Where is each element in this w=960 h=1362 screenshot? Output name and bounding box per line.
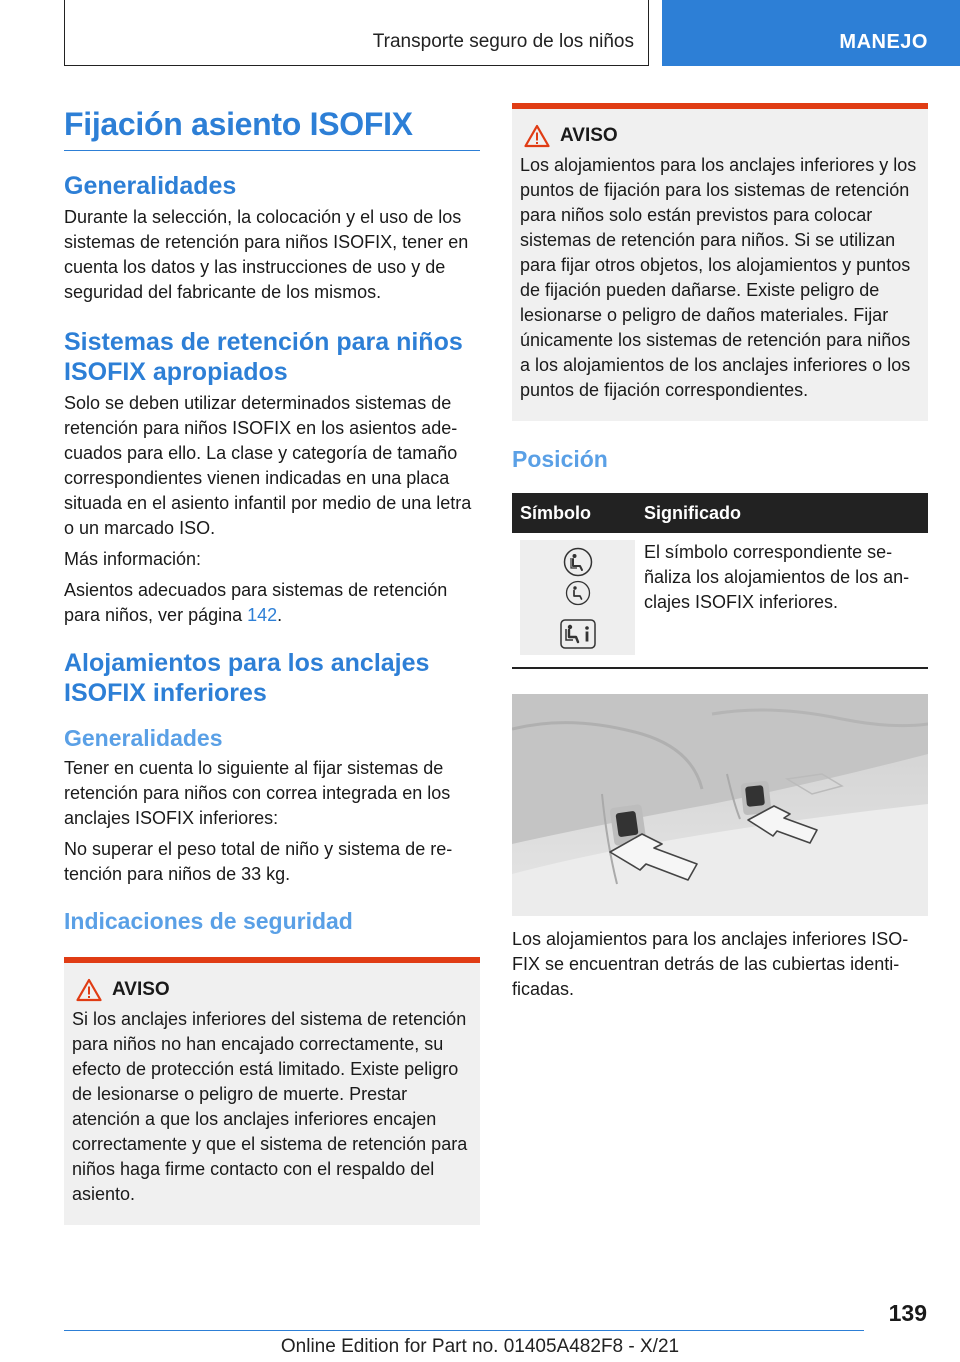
heading-posicion: Posición	[512, 446, 608, 472]
chapter-tab[interactable]	[662, 0, 960, 66]
heading-sistemas-apropiados: Sistemas de retención para niños ISOFIX apropiados	[64, 328, 463, 386]
warning-box-right	[512, 103, 928, 421]
paragraph-reference	[64, 578, 480, 628]
warning-text: Si los anclajes inferiores del sistema de retención para niños no han encajado correctamente, su efecto de protección está limitado. Existe peligro de lesionarse o peligro de muerte. Prestar atención a que los anclajes inferiores encajen correctamente y que el sistema de retención para niños haga firme contacto con el respaldo del asiento.	[72, 1009, 468, 1204]
header-box	[64, 0, 649, 66]
footer-edition: Online Edition for Part no. 01405A482F8 - X/21	[280, 1336, 680, 1357]
warning-header-right	[520, 119, 918, 153]
chapter-tab-label: MANEJO	[839, 31, 928, 53]
heading-generalidades: Generalidades	[64, 172, 237, 200]
heading-seguridad: Indicaciones de seguridad	[64, 908, 353, 934]
left-column	[64, 104, 480, 1225]
paragraph-anclajes: Tener en cuenta lo siguiente al fijar sistemas de retención para niños con correa integrada en los anclajes ISOFIX inferiores:	[64, 758, 451, 828]
heading-alojamientos: Alojamientos para los anclajes ISOFIX inferiores	[64, 649, 430, 707]
reference-end: .	[277, 605, 283, 625]
right-column	[512, 103, 928, 1008]
warning-label: AVISO	[112, 979, 170, 1000]
section-title: Transporte seguro de los niños	[372, 31, 634, 52]
seat-illustration	[512, 694, 928, 916]
paragraph-more-info: Más información:	[64, 549, 202, 569]
isofix-symbols	[520, 540, 635, 655]
symbol-table	[512, 493, 928, 667]
paragraph-generalidades: Durante la selección, la colocación y el uso de los sistemas de retención para niños ISOFIX, tener en cuenta los datos y las instrucciones de uso y de seguridad del fabricante de los mismos.	[64, 207, 469, 302]
table-header-row	[512, 493, 928, 533]
column-header-meaning: Significado	[636, 493, 928, 533]
meaning-cell: El símbolo correspondiente señaliza los alojamientos de los anclajes ISOFIX inferiores.	[644, 542, 910, 612]
page-title: Fijación asiento ISOFIX	[64, 104, 480, 151]
child-seat-icon	[563, 547, 593, 577]
photo-caption: Los alojamientos para los anclajes inferiores ISOFIX se encuentran detrás de las cubiertas identificadas.	[512, 928, 909, 999]
table-bottom-rule	[512, 667, 928, 669]
page-number: 139	[888, 1300, 927, 1326]
paragraph-peso: No superar el peso total de niño y sistema de retención para niños de 33 kg.	[64, 839, 453, 884]
page-link[interactable]: 142	[247, 605, 278, 625]
subheading-generalidades: Generalidades	[64, 725, 223, 751]
warning-box	[64, 957, 480, 1225]
isofix-badge-icon	[563, 580, 593, 616]
warning-triangle-icon	[76, 978, 102, 1002]
table-row	[512, 533, 928, 667]
warning-header	[72, 973, 470, 1007]
reference-text: Asientos adecuados para sistemas de retención para niños, ver página	[64, 580, 448, 625]
column-header-symbol: Símbolo	[512, 493, 636, 533]
warning-triangle-icon	[524, 124, 550, 148]
isofix-anchor-photo	[512, 694, 928, 916]
symbol-cell	[512, 533, 636, 667]
warning-text-right: Los alojamientos para los anclajes inferiores y los puntos de fijación para los sistemas de retención para niños solo están previstos para colocar sistemas de retención para niños. Si se utilizan para fijar otros objetos, los alojamientos y puntos de fijación pueden dañarse. Existe peligro de lesionarse o peligro de daños materiales. Fijar únicamente los sistemas de retención para niños a los alojamientos de los anclajes inferiores o los puntos de fijación correspondientes.	[520, 155, 917, 400]
warning-label-right: AVISO	[560, 125, 618, 146]
paragraph-sistemas-apropiados: Solo se deben utilizar determinados sistemas de retención para niños ISOFIX en los asientos adecuados para ello. La clase y categoría de tamaño correspondientes vienen indicadas en una placa situada en el asiento infantil por medio de una letra o un marcado ISO.	[64, 393, 472, 538]
footer-rule	[64, 1330, 864, 1331]
child-seat-info-icon	[560, 619, 596, 649]
